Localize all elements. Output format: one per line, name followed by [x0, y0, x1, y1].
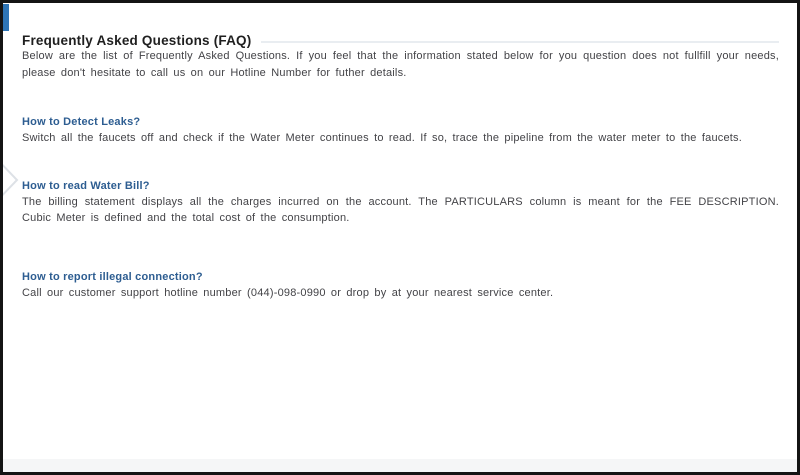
page-header	[22, 33, 779, 48]
faq-answer-report-illegal-connection: Call our customer support hotline number (044)-098-0990 or drop by at your nearest service center.	[22, 286, 554, 299]
page-title: Frequently Asked Questions (FAQ)	[22, 33, 252, 48]
title-divider	[261, 41, 779, 43]
faq-item-detect-leaks	[22, 81, 779, 147]
faq-question-detect-leaks[interactable]: How to Detect Leaks?	[22, 116, 141, 128]
faq-answer-read-water-bill: The billing statement displays all the charges incurred on the account. The PARTICULARS column is meant for the FEE DESCRIPTION. Cubic Meter is defined and the total cost of the consumption.	[22, 195, 779, 224]
faq-item-report-illegal-connection	[22, 227, 779, 302]
faq-question-read-water-bill[interactable]: How to read Water Bill?	[22, 179, 150, 192]
faq-content	[3, 3, 797, 301]
faq-item-read-water-bill	[22, 147, 779, 227]
bottom-strip	[3, 459, 797, 472]
intro-text: Below are the list of Frequently Asked Questions. If you feel that the information stated below for you question does not fullfill your needs, please don't hesitate to call us on our Hotline Number for futher details.	[22, 50, 779, 79]
faq-answer-detect-leaks: Switch all the faucets off and check if the Water Meter continues to read. If so, trace the pipeline from the water meter to the faucets.	[22, 132, 743, 144]
faq-question-report-illegal-connection[interactable]: How to report illegal connection?	[22, 270, 203, 283]
